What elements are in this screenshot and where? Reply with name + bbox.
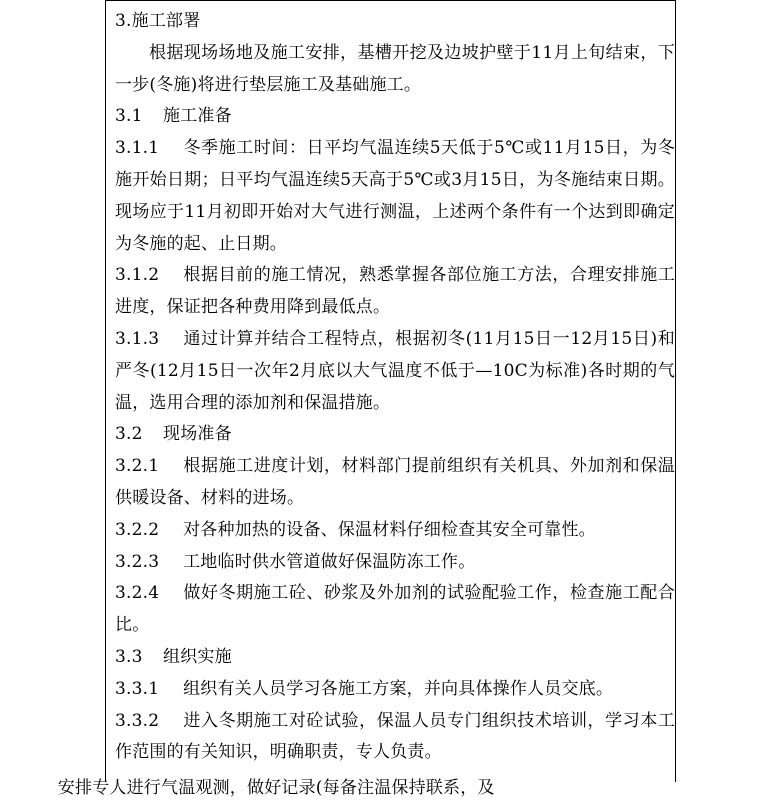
section-number: 3.2.1	[115, 456, 160, 477]
intro-paragraph: 根据现场场地及施工安排，基槽开挖及边坡护壁于11月上旬结束，下一步(冬施)将进行垫层施工及基础施工。	[115, 42, 675, 95]
section-number: 3.3.1	[115, 678, 160, 699]
section-number: 3.2	[115, 424, 143, 445]
paragraph-text: 对各种加热的设备、保温材料仔细检查其安全可靠性。	[183, 519, 596, 540]
paragraph-3-2-3	[115, 547, 675, 579]
paragraph-text: 进入冬期施工对砼试验，保温人员专门组织技术培训，学习本工作范围的有关知识，明确职责，专人负责。	[115, 710, 675, 763]
paragraph-3-3-1	[115, 674, 675, 706]
section-number: 3.1	[115, 106, 143, 127]
section-number: 3.2.3	[115, 551, 160, 572]
section-title: 现场准备	[163, 424, 232, 445]
paragraph-text: 根据目前的施工情况，熟悉掌握各部位施工方法，合理安排施工进度，保证把各种费用降到最低点。	[115, 265, 675, 318]
paragraph-3-1-1	[115, 133, 675, 260]
paragraph-3-1-2	[115, 260, 675, 324]
document-body	[115, 6, 675, 769]
paragraph-text: 工地临时供水管道做好保温防冻工作。	[183, 551, 476, 572]
paragraph-text: 通过计算并结合工程特点，根据初冬(11月15日一12月15日)和严冬(12月15日一次年2月底以大气温度不低于—10C为标准)各时期的气温，选用合理的添加剂和保温措施。	[115, 328, 675, 413]
paragraph-text: 根据施工进度计划，材料部门提前组织有关机具、外加剂和保温供暖设备、材料的进场。	[115, 456, 675, 508]
paragraph-3-2-1	[115, 451, 675, 515]
cut-off-line	[0, 773, 560, 805]
section-number: 3.1.1	[115, 138, 160, 159]
paragraph-3-3-2	[115, 706, 675, 770]
section-number: 3.1.3	[115, 328, 160, 349]
paragraph-text: 冬季施工时间：日平均气温连续5天低于5℃或11月15日，为冬施开始日期；日平均气温连续5天高于5℃或3月15日，为冬施结束日期。现场应于11月初即开始对大气进行测温，上述两个条件有一个达到即确定为冬施的起、止日期。	[115, 138, 675, 254]
section-heading: 3.施工部署	[115, 11, 201, 31]
paragraph-3-2-2	[115, 515, 675, 547]
section-number: 3.2.2	[115, 519, 160, 540]
subsection-heading-3-1	[115, 101, 675, 133]
section-number: 3.3.2	[115, 710, 160, 731]
section-title: 施工准备	[163, 106, 232, 127]
section-number: 3.3	[115, 646, 143, 667]
section-title: 组织实施	[163, 646, 232, 667]
subsection-heading-3-2	[115, 419, 675, 451]
paragraph-3-1-3	[115, 324, 675, 419]
section-number: 3.1.2	[115, 265, 160, 286]
section-number: 3.2.4	[115, 583, 160, 604]
paragraph-text: 组织有关人员学习各施工方案，并向具体操作人员交底。	[183, 678, 614, 699]
paragraph-text: 做好冬期施工砼、砂浆及外加剂的试验配验工作，检查施工配合比。	[115, 583, 675, 636]
paragraph-3-2-4	[115, 578, 675, 642]
subsection-heading-3-3	[115, 642, 675, 674]
paragraph-text-partial: 安排专人进行气温观测，做好记录(每备注温保持联系，及	[57, 778, 495, 798]
